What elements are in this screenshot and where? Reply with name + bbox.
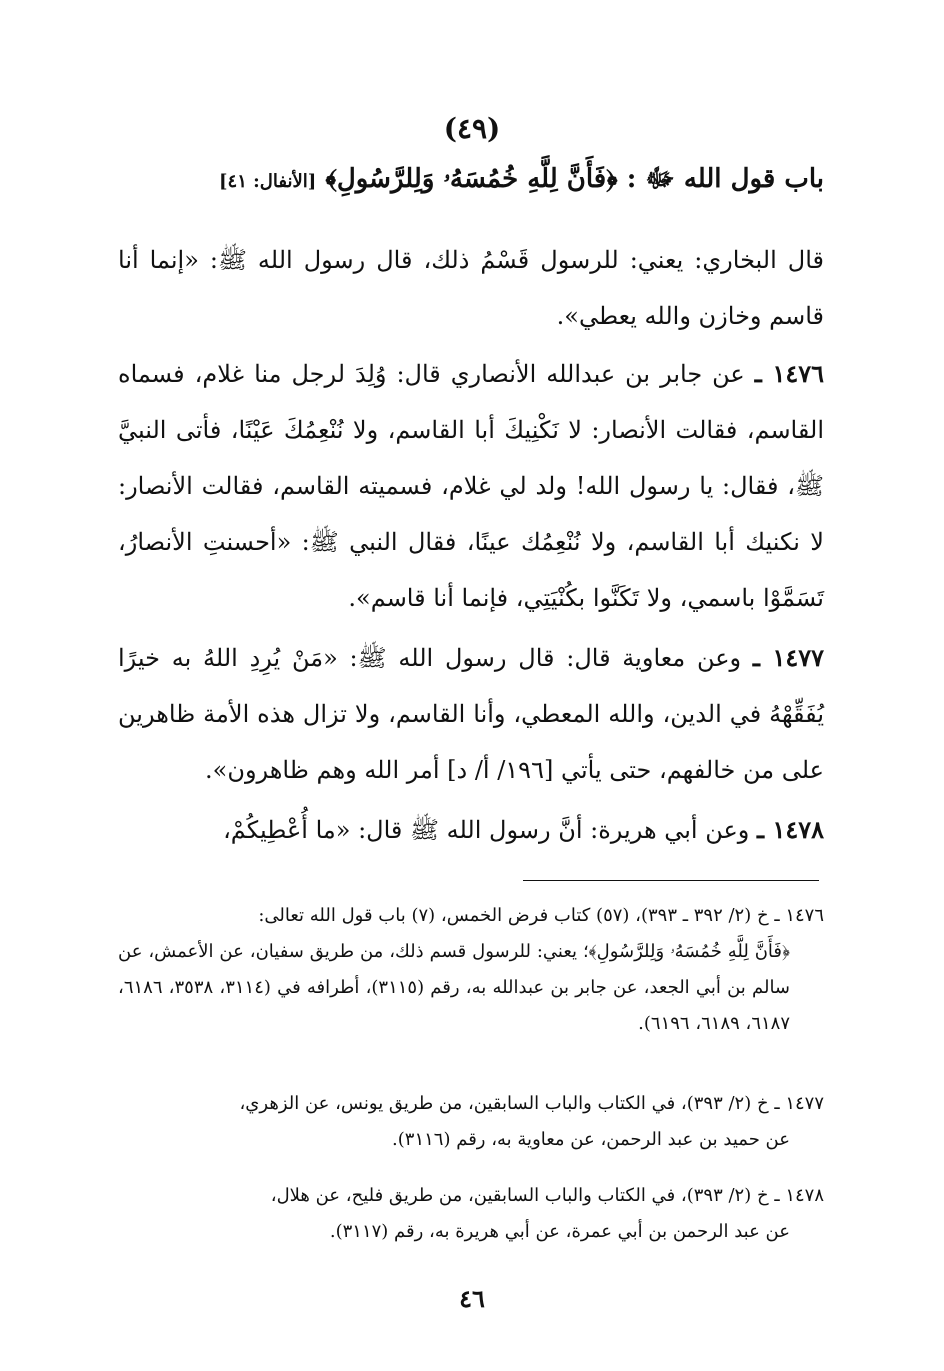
hadith-number: ١٤٧٧ ـ (752, 643, 824, 672)
hadith-text: عن جابر بن عبدالله الأنصاري قال: وُلِدَ لرجل منا غلام، فسماه القاسم، فقالت الأنصار: لا نَكْنِيكَ أبا القاسم، ولا نُنْعِمُكَ عَيْنًا، فأتى النبيَّ ﷺ، فقال: يا رسول الله! ولد لي غلام، فسميته القاسم، فقالت الأنصار: لا نكنيك أبا القاسم، ولا نُنْعِمُك عينًا، فقال النبي ﷺ: «أحسنتِ الأنصارُ، تَسَمَّوْا باسمي، ولا تَكَنَّوا بكُنْيَتِي، فإنما أنا قاسم». (118, 360, 824, 612)
footnote-number: ١٤٧٦ ـ (774, 905, 824, 926)
chapter-title-prefix: باب قول الله ﷻ : (626, 164, 824, 194)
hadith-text: وعن معاوية قال: قال رسول الله ﷺ: «مَنْ يُرِدِ اللهُ به خيرًا يُفَقِّهْهُ في الدين، والله المعطي، وأنا القاسم، ولا تزال هذه الأمة ظاهرين على من خالفهم، حتى يأتي [١٩٦/ أ/ د] أمر الله وهم ظاهرون». (118, 644, 825, 784)
footnote-first-line: خ (٢/ ٣٩٣)، في الكتاب والباب السابقين، من طريق يونس، عن الزهري، (239, 1093, 769, 1114)
intro-paragraph: قال البخاري: يعني: للرسول قَسْمُ ذلك، قال رسول الله ﷺ: «إنما أنا قاسم وخازن والله يعطي». (118, 246, 825, 330)
footnote-continuation: عن حميد بن عبد الرحمن، عن معاوية به، رقم (٣١١٦). (392, 1129, 790, 1150)
hadith-1478 (118, 802, 824, 858)
footnote-first-line: خ (٢/ ٣٩٢ ـ ٣٩٣)، (٥٧) كتاب فرض الخمس، (٧) باب قول الله تعالى: (258, 905, 769, 926)
chapter-title (118, 162, 824, 200)
hadith-1476 (118, 346, 824, 626)
footnote-number: ١٤٧٧ ـ (774, 1093, 824, 1114)
verse-reference: [الأنفال: ٤١] (219, 171, 317, 192)
hadith-number: ١٤٧٨ ـ (757, 815, 824, 844)
chapter-number: (٤٩) (443, 112, 501, 145)
footnote-continuation: عن عبد الرحمن بن أبي عمرة، عن أبي هريرة به، رقم (٣١١٧). (329, 1221, 790, 1242)
page-number: ٤٦ (459, 1284, 485, 1313)
footnote-divider (523, 880, 819, 881)
footnote-first-line: خ (٢/ ٣٩٣)، في الكتاب والباب السابقين، من طريق فليح، عن هلال، (270, 1185, 769, 1206)
hadith-number: ١٤٧٦ ـ (754, 359, 824, 388)
footnote-1476 (118, 898, 824, 1042)
hadith-text: وعن أبي هريرة: أنَّ رسول الله ﷺ قال: «ما أُعْطِيكُمْ، (223, 816, 750, 844)
footnote-1477 (118, 1086, 824, 1158)
footnote-continuation: ﴿فَأَنَّ لِلَّهِ خُمُسَهُۥ وَلِلرَّسُولِ﴾؛ يعني: للرسول قسم ذلك، من طريق سفيان، عن الأعمش، عن سالم بن أبي الجعد، عن جابر بن عبدالله به، رقم (٣١١٥)، أطرافه في (٣١١٤، ٣٥٣٨، ٦١٨٦، ٦١٨٧، ٦١٨٩، ٦١٩٦). (118, 941, 791, 1034)
quran-verse: ﴿فَأَنَّ لِلَّهِ خُمُسَهُۥ وَلِلرَّسُولِ﴾ (325, 164, 618, 194)
footnote-number: ١٤٧٨ ـ (774, 1185, 824, 1206)
hadith-1477 (118, 630, 824, 798)
footnote-1478 (118, 1178, 824, 1250)
